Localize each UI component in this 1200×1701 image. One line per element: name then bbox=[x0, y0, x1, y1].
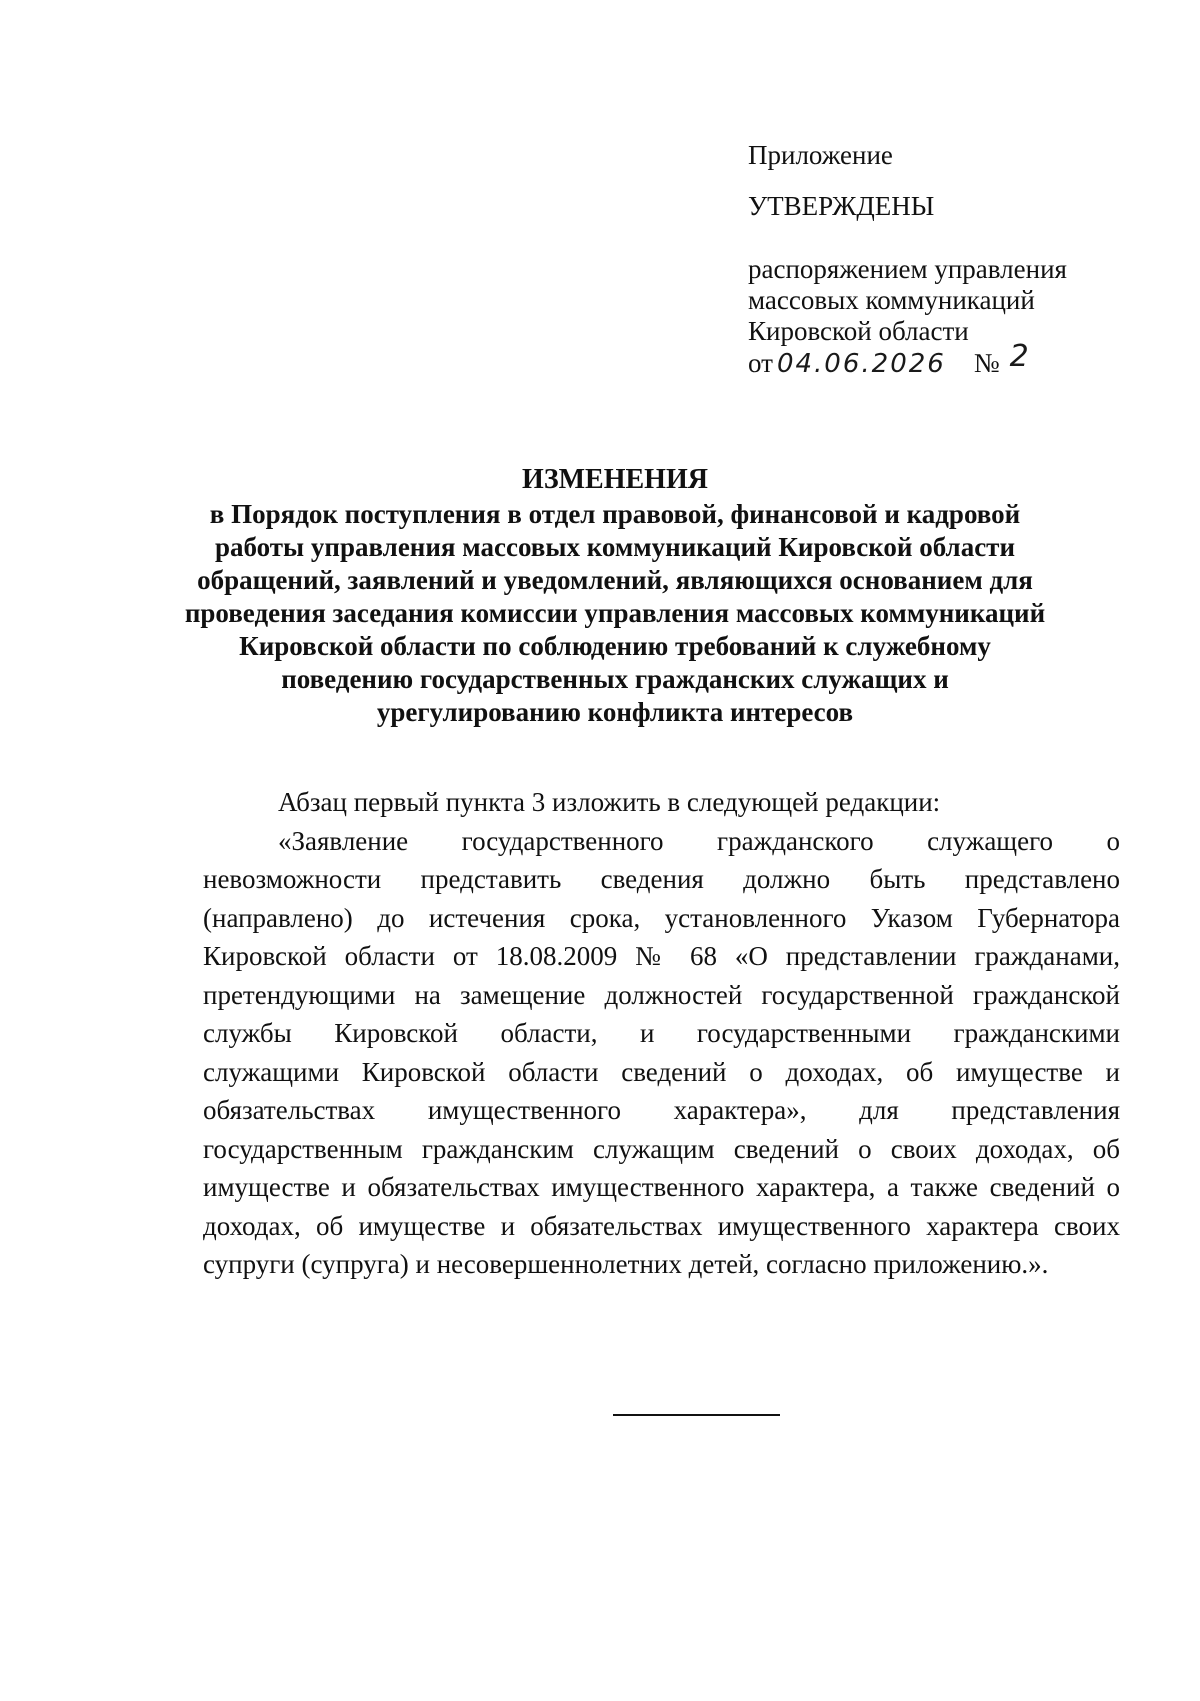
title-line: урегулированию конфликта интересов bbox=[376, 697, 854, 727]
date-prefix: от bbox=[748, 348, 773, 378]
title-line: работы управления массовых коммуникаций Кировской области bbox=[214, 532, 1016, 562]
order-line: Кировской области bbox=[748, 316, 969, 346]
body-line: Кировской области от 18.08.2009 № 68 «О представлении гражданами, bbox=[203, 941, 1120, 971]
title-line: поведению государственных гражданских служащих и bbox=[281, 664, 949, 694]
date-number-row bbox=[748, 339, 1168, 380]
body-line: невозможности представить сведения должно быть представлено bbox=[203, 864, 1120, 894]
document-title bbox=[150, 463, 1080, 729]
title-line: проведения заседания комиссии управления массовых коммуникаций bbox=[184, 598, 1046, 628]
body-text bbox=[203, 783, 1120, 1284]
body-line: «Заявление государственного гражданского служащего о bbox=[278, 825, 1120, 856]
title-line: обращений, заявлений и уведомлений, являющихся основанием для bbox=[197, 565, 1033, 595]
number-sign: № bbox=[973, 348, 1000, 378]
handwritten-date: 04.06.2026 bbox=[776, 349, 946, 379]
end-rule bbox=[613, 1414, 780, 1416]
approval-block bbox=[748, 140, 1168, 380]
intro-line: Абзац первый пункта 3 изложить в следующей редакции: bbox=[278, 787, 941, 817]
appendix-label: Приложение bbox=[748, 140, 893, 170]
body-line: претендующими на замещение должностей государственной гражданской bbox=[203, 979, 1120, 1010]
title-line: Кировской области по соблюдению требований к служебному bbox=[239, 631, 991, 661]
body-line: обязательствах имущественного характера», для представления bbox=[203, 1095, 1120, 1125]
title-heading: ИЗМЕНЕНИЯ bbox=[522, 464, 708, 495]
body-line: службы Кировской области, и государственными гражданскими bbox=[203, 1018, 1120, 1048]
body-line-last: супруги (супруга) и несовершеннолетних детей, согласно приложению.». bbox=[203, 1249, 1049, 1279]
body-line: государственным гражданским служащим сведений о своих доходах, об bbox=[203, 1133, 1120, 1164]
body-line: имуществе и обязательствах имущественного характера, а также сведений о bbox=[203, 1172, 1120, 1202]
order-line: массовых коммуникаций bbox=[748, 285, 1035, 315]
approved-label: УТВЕРЖДЕНЫ bbox=[748, 191, 935, 221]
body-line: служащими Кировской области сведений о доходах, об имуществе и bbox=[203, 1056, 1120, 1087]
handwritten-number: 2 bbox=[1009, 339, 1031, 374]
body-line: (направлено) до истечения срока, установленного Указом Губернатора bbox=[203, 902, 1120, 933]
title-line: в Порядок поступления в отдел правовой, финансовой и кадровой bbox=[209, 499, 1021, 529]
order-line: распоряжением управления bbox=[748, 254, 1067, 284]
body-line: доходах, об имуществе и обязательствах имущественного характера своих bbox=[203, 1210, 1120, 1241]
